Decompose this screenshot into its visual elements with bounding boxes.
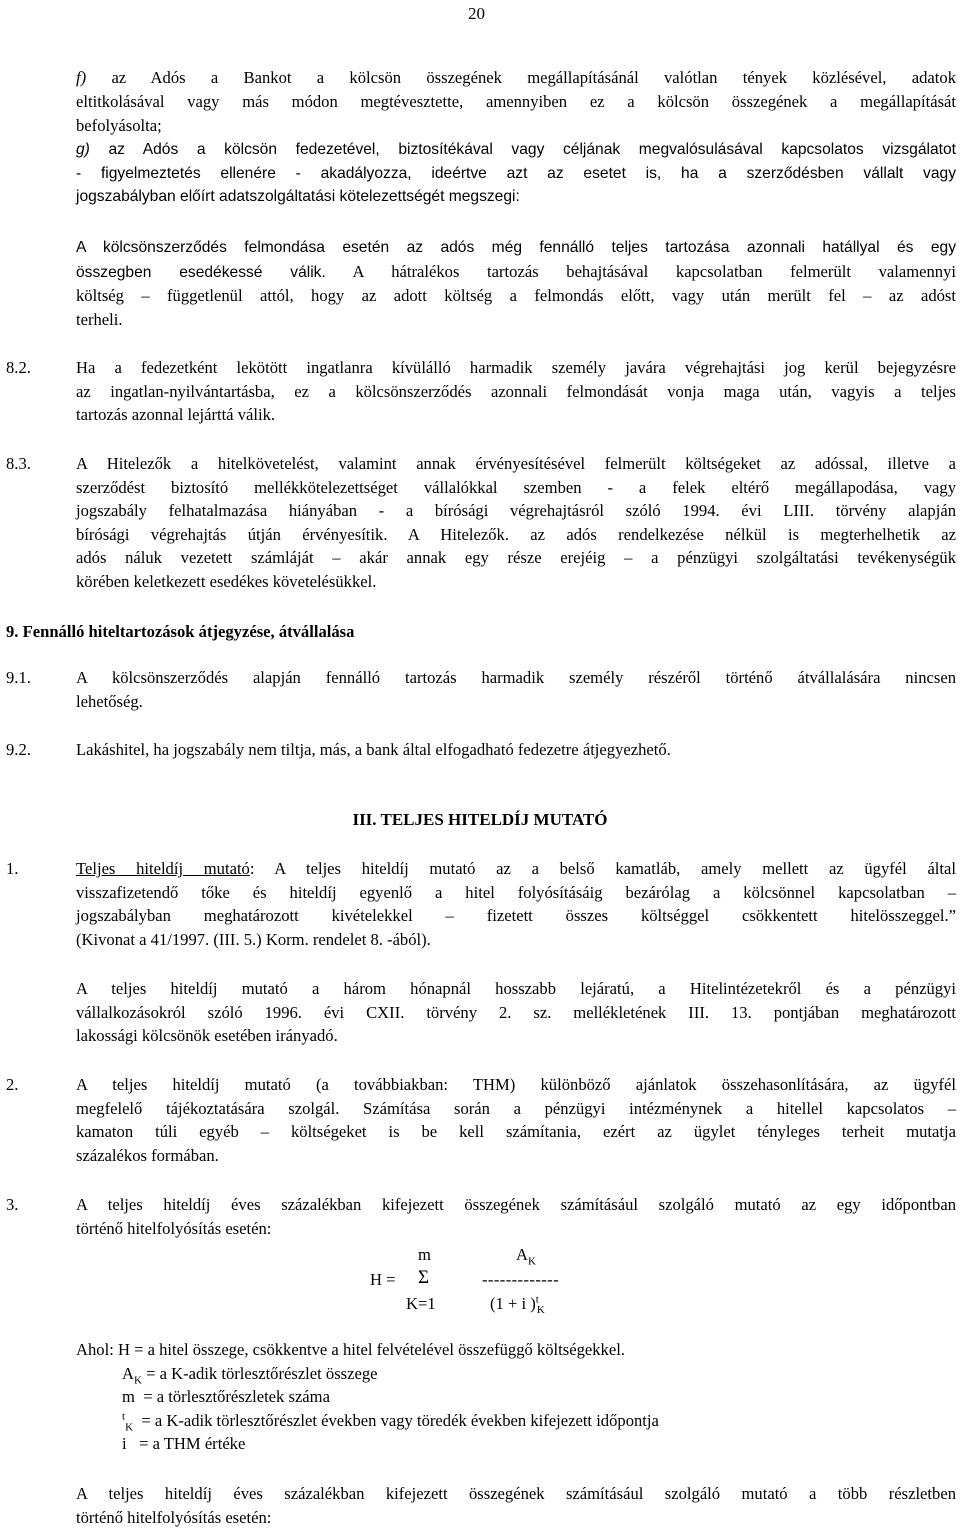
text-line: történő hitelfolyósítás esetén: [76,1507,272,1527]
text-line: százalékos formában. [76,1145,219,1165]
legend-subscript: K [125,1421,134,1434]
text-line [76,260,956,285]
section-number: 8.2. [6,358,31,377]
legend-item [122,1362,956,1386]
section-number: 9.2. [6,740,31,759]
section-number: 1. [6,859,19,878]
legend-intro: Ahol: H = a hitel összege, csökkentve a hitel felvételével összefüggő költségekkel. [76,1340,625,1359]
section-1-paragraph [76,977,956,1048]
list-item-f [76,66,956,90]
list-item-g [76,138,956,209]
formula-subscript: K [527,1255,536,1268]
legend-symbol: m [122,1387,135,1407]
legend-text: = a K-adik törlesztőrészlet összege [141,1363,378,1383]
legend-subscript: K [133,1373,142,1386]
text-line: A kölcsönszerződés felmondása esetén az adós még fennálló teljes tartozása azonnali hatállyal és egy [76,239,956,256]
text-line: befolyásolta; [76,115,162,135]
text-line: lakossági kölcsönök esetében irányadó. [76,1026,338,1046]
text-line [76,66,956,90]
text-line: az ingatlan-nyilvántartásba, ez a kölcsönszerződés azonnali felmondását vonja maga után, vagyis a teljes [76,381,956,401]
legend-symbol: t [122,1410,126,1423]
section-number: 3. [6,1195,19,1214]
section-number: 8.3. [6,454,31,473]
final-paragraph [76,1482,956,1529]
item-label: g) [76,141,90,158]
text-line [76,138,956,162]
text-line [76,857,956,881]
formula-subscript: K [536,1304,545,1317]
text-line: lehetőség. [76,691,143,711]
text-line: tartozás azonnal lejárttá válik. [76,405,276,425]
text-segment: az Adós a Bankot a kölcsön összegének megállapításánál valótlan tények közlésével, adatok [111,68,956,87]
formula-upper-limit: m [418,1245,431,1264]
text-line: vállalkozásokról szóló 1996. évi CXII. törvény 2. sz. mellékletének III. 13. pontjában meghatározott [76,1002,956,1022]
text-segment: összegben esedékessé válik. [76,263,326,281]
legend-item [122,1385,956,1409]
text-line: A kölcsönszerződés alapján fennálló tartozás harmadik személy részéről történő átvállalására nincsen [76,668,956,687]
text-line: eltitkolásával vagy más módon megtévesztette, amennyiben ez a kölcsön összegének a megállapítását [76,92,956,111]
formula-lower-limit: K=1 [406,1294,436,1313]
page-number: 20 [468,4,485,23]
text-segment: az Adós a kölcsön fedezetével, biztosítékával vagy céljának megvalósulásával kapcsolatos vizsgálatot [108,141,956,158]
text-line: adós náluk vezetett számláját – akár annak egy része erejéig – a pénzügyi szolgáltatási tevékenységük [76,548,956,568]
text-segment: : A teljes hiteldíj mutató az a belső kamatláb, amely mellett az ügyfél által [249,859,957,878]
text-line: kamaton túli egyéb – költségeket is be kell számítania, ezért az ügylet tényleges terheit mutatja [76,1122,956,1142]
legend-item [122,1432,956,1456]
formula-legend [76,1338,956,1456]
text-line: A teljes hiteldíj éves százalékban kifejezett összegének számításául szolgáló mutató a több részletben [76,1484,956,1503]
legend-text: = a törlesztőrészletek száma [134,1387,330,1407]
text-line: (Kivonat a 41/1997. (III. 5.) Korm. rendelet 8. -ából). [76,929,431,949]
text-line: Ha a fedezetként lekötött ingatlanra kívülálló harmadik személy javára végrehajtási jog kerül bejegyzésre [76,358,956,377]
text-line: Lakáshitel, ha jogszabály nem tiltja, más, a bank által elfogadható fedezetre átjegyezhető. [76,740,671,759]
formula-symbol: A [516,1245,528,1264]
text-line: történő hitelfolyósítás esetén: [76,1218,272,1238]
section-heading-9: 9. Fennálló hiteltartozások átjegyzése, átvállalása [6,622,355,641]
formula-lhs: H = [370,1270,396,1289]
text-line: megfelelő tájékoztatására szolgál. Számítása során a pénzügyi intézménynek a hitellel kapcsolatos – [76,1098,956,1118]
text-block [76,90,956,137]
text-line: körében keletkezett esedékes követelésükkel. [76,571,377,591]
legend-text: = a K-adik törlesztőrészlet években vagy töredék években kifejezett időpontja [133,1410,659,1430]
termination-paragraph [76,236,956,331]
text-line: költség – függetlenül attól, hogy az adott költség a felmondás előtt, vagy után merült fel – az adóst [76,286,956,306]
chapter-heading [0,808,960,832]
legend-item [122,1409,956,1433]
legend-symbol: i [122,1434,127,1454]
sigma-symbol: Σ [418,1267,430,1288]
text-segment: A hátralékos tartozás behajtásával kapcsolatban felmerült valamennyi [352,261,957,281]
formula-superscript: t [535,1293,539,1306]
chapter-title: III. TELJES HITELDÍJ MUTATÓ [352,810,608,829]
text-line: visszafizetendő tőke és hiteldíj egyenlő a hitel folyósításáig bezárólag a kölcsönnel kapcsolatban – [76,882,956,902]
text-line: jogszabályban meghatározott kivételekkel – fizetett összes költséggel csökkentett hitelösszeggel.” [76,906,956,926]
text-line: A teljes hiteldíj mutató a három hónapnál hosszabb lejáratú, a Hitelintézetekről és a pénzügyi [76,979,956,998]
text-line: jogszabályban előírt adatszolgáltatási kötelezettségét megszegi: [76,188,520,206]
formula-text: (1 + i ) [490,1294,536,1313]
defined-term: Teljes hiteldíj mutató [76,859,250,878]
legend-text: = a THM értéke [126,1434,246,1454]
text-line: - figyelmeztetés ellenére - akadályozza, ideértve azt az esetet is, ha a szerződésben vállalt vagy [76,164,956,182]
text-line: szerződést biztosító mellékkötelezettséget vállalókkal szemben - a felek eltérő megállapodása, vagy [76,477,956,497]
text-line: A Hitelezők a hitelkövetelést, valamint annak érvényesítésével felmerült költségeket az adóssal, illetve a [76,454,956,473]
section-number: 9.1. [6,668,31,687]
formula-numerator [516,1243,536,1267]
fraction-bar: ------------- [482,1270,560,1289]
text-line: A teljes hiteldíj éves százalékban kifejezett összegének számításául szolgáló mutató az egy időpontban [76,1195,956,1214]
formula-denominator [490,1292,547,1316]
text-line: terheli. [76,309,123,329]
text-line: bírósági végrehajtás útján érvényesítik. A Hitelezők. az adós rendelkezése nélkül is megterhelhetik az [76,524,956,544]
legend-symbol: A [122,1363,134,1383]
text-line: jogszabály felhatalmazása hiányában - a bírósági végrehajtásról szóló 1994. évi LIII. törvény alapján [76,501,956,521]
text-line: A teljes hiteldíj mutató (a továbbiakban: THM) különböző ajánlatok összehasonlítására, az ügyfél [76,1075,956,1094]
section-number: 2. [6,1075,19,1094]
item-label: f) [76,68,87,87]
